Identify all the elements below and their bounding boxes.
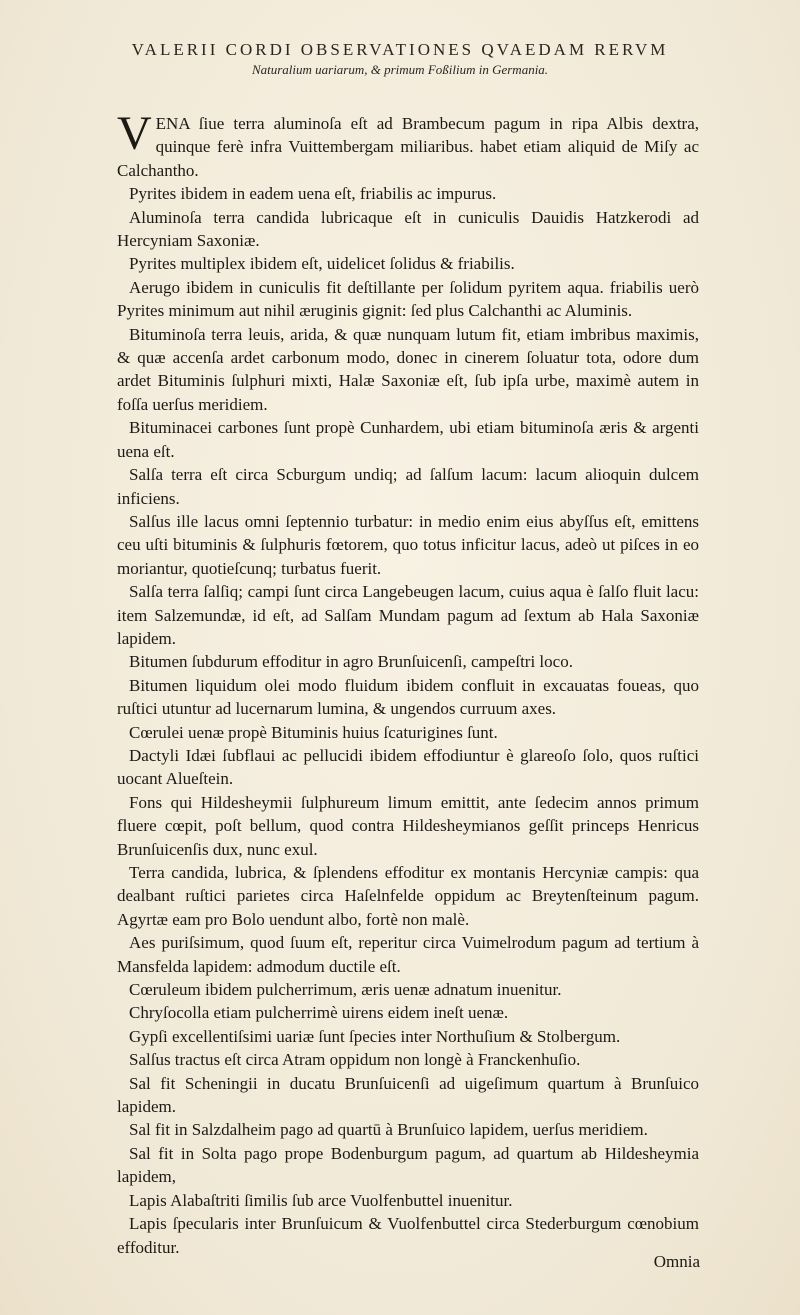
paragraph: Fons qui Hildesheymii ſulphureum limum emittit, ante ſedecim annos primum fluere cœpit, poſt bellum, quod contra Hildesheymianos geſſit princeps Henricus Brunſuicenſis dux, nunc exul.: [117, 792, 699, 859]
paragraph: Cœruleum ibidem pulcherrimum, æris uenæ adnatum inuenitur.: [129, 980, 562, 1000]
paragraph: Bituminacei carbones ſunt propè Cunhardem, ubi etiam bituminoſa æris & argenti uena eſt.: [117, 418, 699, 461]
paragraph: Terra candida, lubrica, & ſplendens effoditur ex montanis Hercyniæ campis: qua dealbant ruſtici parietes circa Haſelnfelde oppidum ac Breytenſteinum pagum. Agyrtæ eam pro Bolo uendunt albo, fortè non malè.: [117, 863, 699, 929]
paragraph: Aerugo ibidem in cuniculis fit deſtillante per ſolidum pyritem aqua. friabilis uerò Pyrites minimum aut nihil æruginis gignit: ſed plus Calchanthi ac Aluminis.: [117, 277, 699, 321]
paragraph: Salſus tractus eſt circa Atram oppidum non longè à Franckenhuſio.: [129, 1050, 581, 1070]
paragraph: Bitumen ſubdurum effoditur in agro Brunſuicenſi, campeſtri loco.: [129, 652, 573, 672]
text-body: [117, 107, 699, 1259]
paragraph: Pyrites ibidem in eadem uena eſt, friabilis ac impurus.: [129, 184, 497, 204]
page-header: [0, 40, 800, 78]
drop-cap: V: [117, 107, 152, 160]
catchword: Omnia: [653, 1252, 700, 1271]
paragraph: Lapis ſpecularis inter Brunſuicum & Vuolfenbuttel circa Stederburgum cœnobium effoditur.: [117, 1214, 699, 1257]
paragraph: Cœrulei uenæ propè Bituminis huius ſcaturigines ſunt.: [129, 722, 498, 742]
paragraph: [117, 107, 699, 182]
paragraph: Gypſi excellentiſsimi uariæ ſunt ſpecies inter Northuſium & Stolbergum.: [129, 1026, 621, 1046]
paragraph: Sal fit in Solta pago prope Bodenburgum pagum, ad quartum ab Hildesheymia lapidem,: [117, 1143, 699, 1187]
paragraph: Bituminoſa terra leuis, arida, & quæ nunquam lutum fit, etiam imbribus maximis, & quæ accenſa ardet carbonum modo, donec in cinerem ſoluatur tota, odore dum ardet Bituminis ſulphuri mixti, Halæ Saxoniæ eſt, ſub ipſa urbe, maximè autem in foſſa uerſus meridiem.: [117, 324, 699, 414]
page-title: VALERII CORDI OBSERVATIONES QVAEDAM RERVM: [131, 40, 669, 59]
paragraph: Salſus ille lacus omni ſeptennio turbatur: in medio enim eius abyſſus eſt, emittens ceu uſti bituminis & ſulphuris fœtorem, quo totus inficitur lacus, adeò ut piſces in eo moriantur, quotieſcunq; turbatus fuerit.: [117, 511, 699, 578]
paragraph: Sal fit in Salzdalheim pago ad quartū à Brunſuico lapidem, uerſus meridiem.: [129, 1120, 648, 1140]
paragraph: Chryſocolla etiam pulcherrimè uirens eidem ineſt uenæ.: [129, 1003, 509, 1023]
paragraph: Bitumen liquidum olei modo fluidum ibidem confluit in excauatas foueas, quo ruſtici utuntur ad lucernarum lumina, & ungendos curruum axes.: [117, 675, 699, 719]
paragraph: Salſa terra ſalſiq; campi ſunt circa Langebeugen lacum, cuius aqua è ſalſo fluit lacu: item Salzemundæ, id eſt, ad Salſam Mundam pagum ad ſextum ab Hala Saxoniæ lapidem.: [117, 582, 699, 648]
paragraph: Lapis Alabaſtriti ſimilis ſub arce Vuolfenbuttel inuenitur.: [129, 1190, 513, 1210]
paragraph: Dactyli Idæi ſubflaui ac pellucidi ibidem effodiuntur è glareoſo ſolo, quos ruſtici uocant Alueſtein.: [117, 745, 699, 789]
paragraph: Pyrites multiplex ibidem eſt, uidelicet ſolidus & friabilis.: [129, 254, 515, 274]
paragraph: Salſa terra eſt circa Scburgum undiq; ad ſalſum lacum: lacum alioquin dulcem inficiens.: [117, 465, 699, 508]
page-subtitle: Naturalium uariarum, & primum Foßilium in Germania.: [251, 62, 549, 77]
paragraph: Aluminoſa terra candida lubricaque eſt in cuniculis Dauidis Hatzkerodi ad Hercyniam Saxoniæ.: [117, 207, 699, 251]
paragraph-text: ENA ſiue terra aluminoſa eſt ad Brambecum pagum in ripa Albis dextra, quinque ferè infra Vuittembergam miliaribus. habet etiam aliquid de Miſy ac Calchantho.: [117, 114, 699, 180]
paragraph: Aes puriſsimum, quod ſuum eſt, reperitur circa Vuimelrodum pagum ad tertium à Mansfelda lapidem: admodum ductile eſt.: [117, 933, 699, 976]
paragraph: Sal fit Scheningii in ducatu Brunſuicenſi ad uigeſimum quartum à Brunſuico lapidem.: [117, 1073, 699, 1117]
